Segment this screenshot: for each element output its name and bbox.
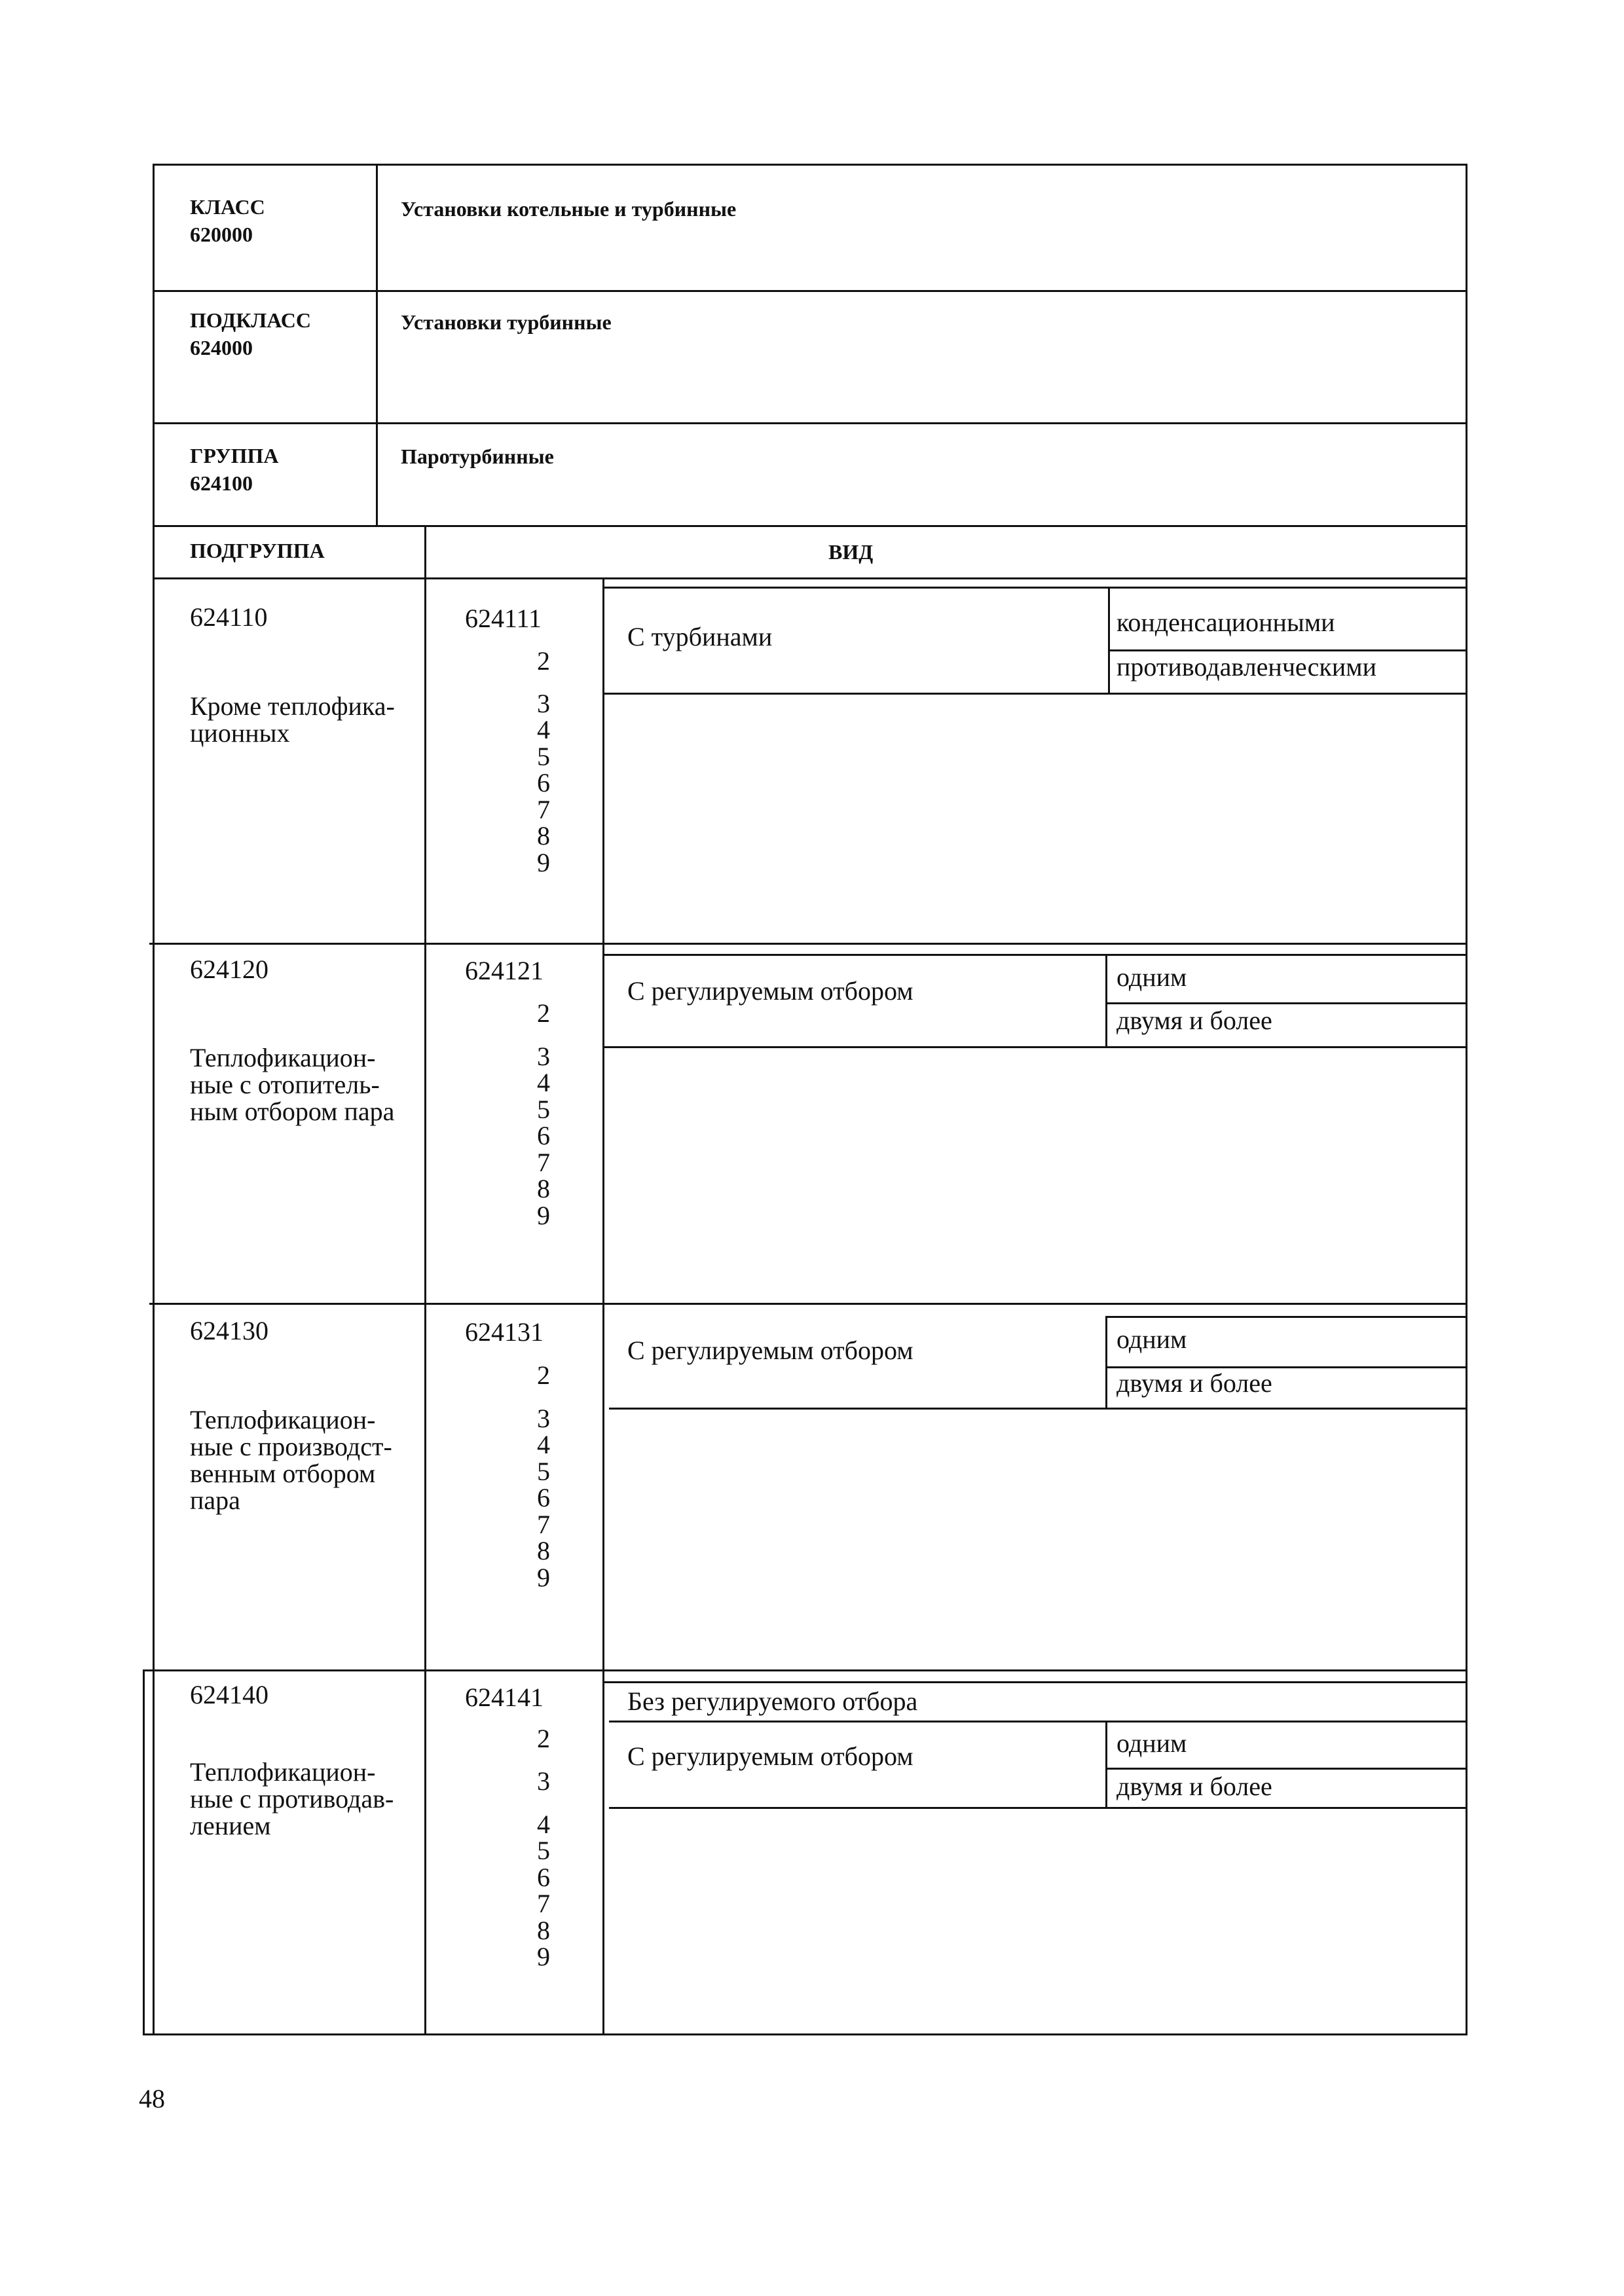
kind-digit: 9 xyxy=(537,1201,550,1230)
subgroup-code: 624130 xyxy=(190,1316,268,1345)
kind-digit: 6 xyxy=(537,1483,550,1512)
subclass-label: ПОДКЛАСС xyxy=(190,308,311,332)
kind-digit: 7 xyxy=(537,1148,550,1177)
kind-option: двумя и более xyxy=(1116,1772,1272,1801)
kind-digit: 9 xyxy=(537,848,550,877)
kind-main-text: С регулируемым отбором xyxy=(627,976,913,1006)
group-name: Паротурбинные xyxy=(401,445,554,468)
class-label: КЛАСС xyxy=(190,195,265,219)
kind-main-text: С регулируемым отбором xyxy=(627,1336,913,1365)
kind-digit: 3 xyxy=(537,1042,550,1071)
kind-digit: 9 xyxy=(537,1942,550,1971)
kind-digit: 3 xyxy=(537,1766,550,1796)
kind-option: противодавленческими xyxy=(1116,652,1376,682)
kind-digit: 5 xyxy=(537,1095,550,1124)
kind-digit: 5 xyxy=(537,1457,550,1486)
subgroup-name: Теплофикацион- ные с производст- венным отбором пара xyxy=(190,1405,392,1515)
page-number: 48 xyxy=(139,2084,165,2113)
kind-code: 624111 xyxy=(465,604,542,633)
kind-option: одним xyxy=(1116,1728,1187,1758)
subclass-name: Установки турбинные xyxy=(401,310,612,334)
kind-digit: 3 xyxy=(537,1404,550,1433)
subgroup-name: Кроме теплофика- ционных xyxy=(190,691,395,748)
class-name: Установки котельные и турбинные xyxy=(401,197,737,221)
kind-digit: 9 xyxy=(537,1563,550,1592)
subgroup-code: 624120 xyxy=(190,955,268,984)
kind-digit: 7 xyxy=(537,1510,550,1539)
kind-digit: 4 xyxy=(537,1430,550,1459)
kind-digit: 2 xyxy=(537,1724,550,1753)
kind-digit: 6 xyxy=(537,768,550,797)
kind-code: 624141 xyxy=(465,1683,544,1712)
kind-main-text: С регулируемым отбором xyxy=(627,1741,913,1771)
class-code: 620000 xyxy=(190,223,253,246)
kind-digit: 4 xyxy=(537,1068,550,1097)
kind-digit: 8 xyxy=(537,1174,550,1203)
kind-digit: 4 xyxy=(537,1810,550,1839)
subgroup-name: Теплофикацион- ные с противодав- лением xyxy=(190,1757,394,1840)
subgroup-code: 624140 xyxy=(190,1680,268,1709)
group-label: ГРУППА xyxy=(190,444,279,467)
kind-code: 624131 xyxy=(465,1317,544,1347)
kind-code: 624121 xyxy=(465,956,544,985)
kind-digit: 3 xyxy=(537,689,550,718)
kind-digit: 6 xyxy=(537,1863,550,1892)
kind-digit: 8 xyxy=(537,821,550,850)
kind-option: конденсационными xyxy=(1116,608,1335,637)
kind-digit: 8 xyxy=(537,1536,550,1565)
subgroup-name: Теплофикацион- ные с отопитель- ным отбором пара xyxy=(190,1043,395,1126)
kind-digit: 2 xyxy=(537,1360,550,1390)
kind-digit: 2 xyxy=(537,646,550,676)
kind-digit: 6 xyxy=(537,1121,550,1150)
kind-digit: 4 xyxy=(537,715,550,744)
kind-option: двумя и более xyxy=(1116,1006,1272,1035)
kind-digit: 8 xyxy=(537,1916,550,1945)
kind-digit: 7 xyxy=(537,1889,550,1918)
kind-digit: 5 xyxy=(537,742,550,771)
kind-option: одним xyxy=(1116,962,1187,992)
kind-option: одним xyxy=(1116,1324,1187,1354)
subgroup-code: 624110 xyxy=(190,602,268,632)
group-code: 624100 xyxy=(190,471,253,495)
subgroup-column-header: ПОДГРУППА xyxy=(190,539,325,562)
kind-main-text: С турбинами xyxy=(627,622,773,651)
kind-digit: 7 xyxy=(537,795,550,824)
kind-option: двумя и более xyxy=(1116,1368,1272,1398)
kind-extra-text: Без регулируемого отбора xyxy=(627,1686,918,1716)
kind-digit: 5 xyxy=(537,1836,550,1865)
subclass-code: 624000 xyxy=(190,336,253,359)
kind-digit: 2 xyxy=(537,998,550,1028)
kind-column-header: ВИД xyxy=(828,540,874,564)
